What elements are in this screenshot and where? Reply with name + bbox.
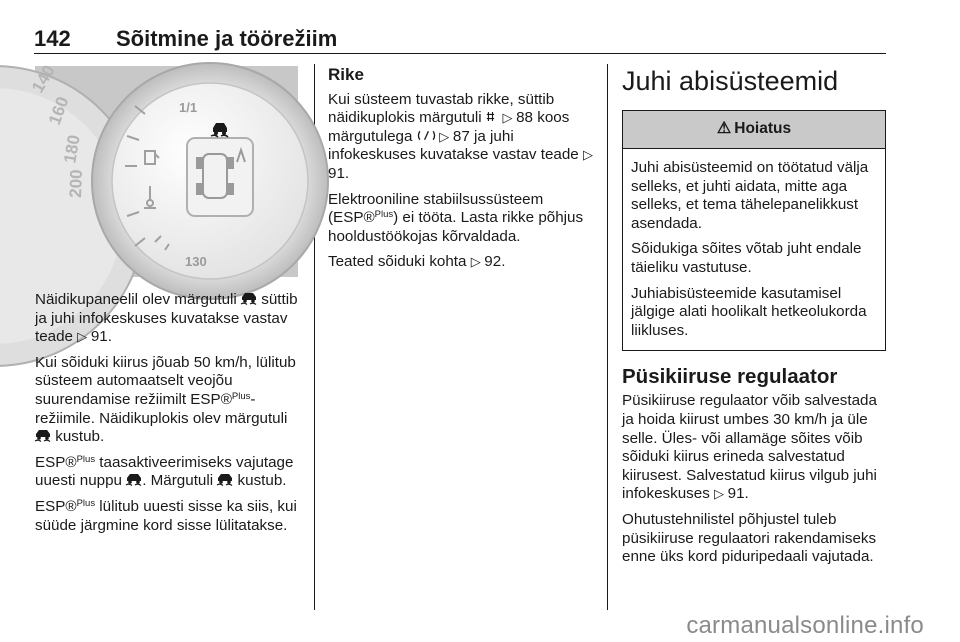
paragraph-reactivate: ESP®$^{Plus}$ taasaktiveerimiseks vajutage uuesti nuppu . Märgutuli kustub.	[35, 453, 294, 490]
abs-warning-icon	[417, 129, 436, 142]
warning-header: ⚠ Hoiatus	[623, 111, 885, 149]
warning-body: Juhi abisüsteemid on töötatud välja selleks, et juhti aidata, mitte aga selleks, et tema tähelepanelikkust asendada. Sõidukiga sõites võtab juht endale täieliku vastutuse. Juhiabisüsteemide kasutamisel jälgige alati hoolikalt hetkeolukorda liikluses.	[631, 159, 869, 339]
skid-icon	[35, 429, 51, 442]
page-ref-icon: ▷	[77, 329, 91, 345]
skid-icon	[217, 473, 233, 486]
paragraph-esp-disabled: Elektrooniline stabiilsussüsteem (ESP®$^{Plus}$) ei tööta. Lasta rikke põhjus hooldustöökojas kõrvaldada.	[328, 190, 584, 245]
page-ref-icon: ▷	[498, 110, 517, 126]
column-1	[35, 291, 305, 542]
paragraph-fault: Kui süsteem tuvastab rikke, süttib näidikuplokis märgutuli ▷ 88 koos märgutulega ▷ 87 ja juhi infokeskuses kuvatakse vastav teade ▷ 91.	[328, 90, 593, 182]
speed-tick-160: 160	[44, 94, 73, 128]
instrument-cluster-illustration	[28, 61, 298, 277]
warning-triangle-icon: ⚠	[716, 120, 732, 138]
paragraph-indicator: Näidikupaneelil olev märgutuli süttib ja juhi infokeskuses kuvatakse vastav teade ▷ 91.	[35, 291, 298, 346]
fuel-mark-full: 1/1	[179, 100, 198, 115]
heading-cruise-control: Püsikiiruse regulaator	[622, 365, 838, 389]
watermark: carmanualsonline.info	[686, 612, 924, 639]
instrument-cluster-drawing	[28, 61, 298, 277]
section-title: Sõitmine ja töörežiim	[116, 26, 338, 51]
heading-fault: Rike	[328, 65, 364, 84]
heading-driver-assistance: Juhi abisüsteemid	[622, 66, 839, 96]
info-display	[187, 138, 253, 216]
page-header	[34, 22, 886, 54]
paragraph-ignition: ESP®$^{Plus}$ lülitub uuesti sisse ka siis, kui süüde järgmine kord sisse lülitatakse.	[35, 497, 297, 534]
speed-tick-140: 140	[28, 61, 59, 96]
page-ref-icon: ▷	[714, 486, 728, 502]
warning-box	[622, 110, 886, 351]
page-number: 142	[34, 26, 71, 51]
page-ref-icon: ▷	[470, 254, 485, 270]
paragraph-cruise-safety: Ohutustehnilistel põhjustel tuleb püsikiiruse regulaatori rakendamiseks enne üks kord piduripedaali vajutada.	[622, 510, 877, 566]
column-divider-2	[607, 64, 608, 610]
tcs-warning-icon	[486, 110, 499, 123]
temp-mark-high: 130	[185, 254, 207, 269]
column-3	[622, 66, 886, 574]
skid-icon	[126, 473, 142, 486]
speed-tick-180: 180	[60, 133, 84, 165]
page-ref-icon: ▷	[435, 128, 453, 144]
paragraph-vehicle-messages: Teated sõiduki kohta ▷ 92.	[328, 253, 506, 271]
column-2	[328, 66, 596, 279]
paragraph-speed-switch: Kui sõiduki kiirus jõuab 50 km/h, lülitub süsteem automaatselt veojõu suurendamise režiimilt ESP®$^{Plus}$-režiimile. Näidikuplokis olev märgutuli kustub.	[35, 353, 296, 446]
page-ref-icon: ▷	[582, 147, 593, 163]
speed-tick-200: 200	[66, 169, 86, 199]
skid-icon	[241, 292, 257, 305]
paragraph-cruise-control: Püsikiiruse regulaator võib salvestada ja hoida kiirust umbes 30 km/h ja üle selle. Üles- või allamäge sõites võib sõiduki kiirus erineda salvestatud kiirusest. Salvestatud kiirus vilgub juhi infokeskuses ▷ 91.	[622, 392, 877, 503]
